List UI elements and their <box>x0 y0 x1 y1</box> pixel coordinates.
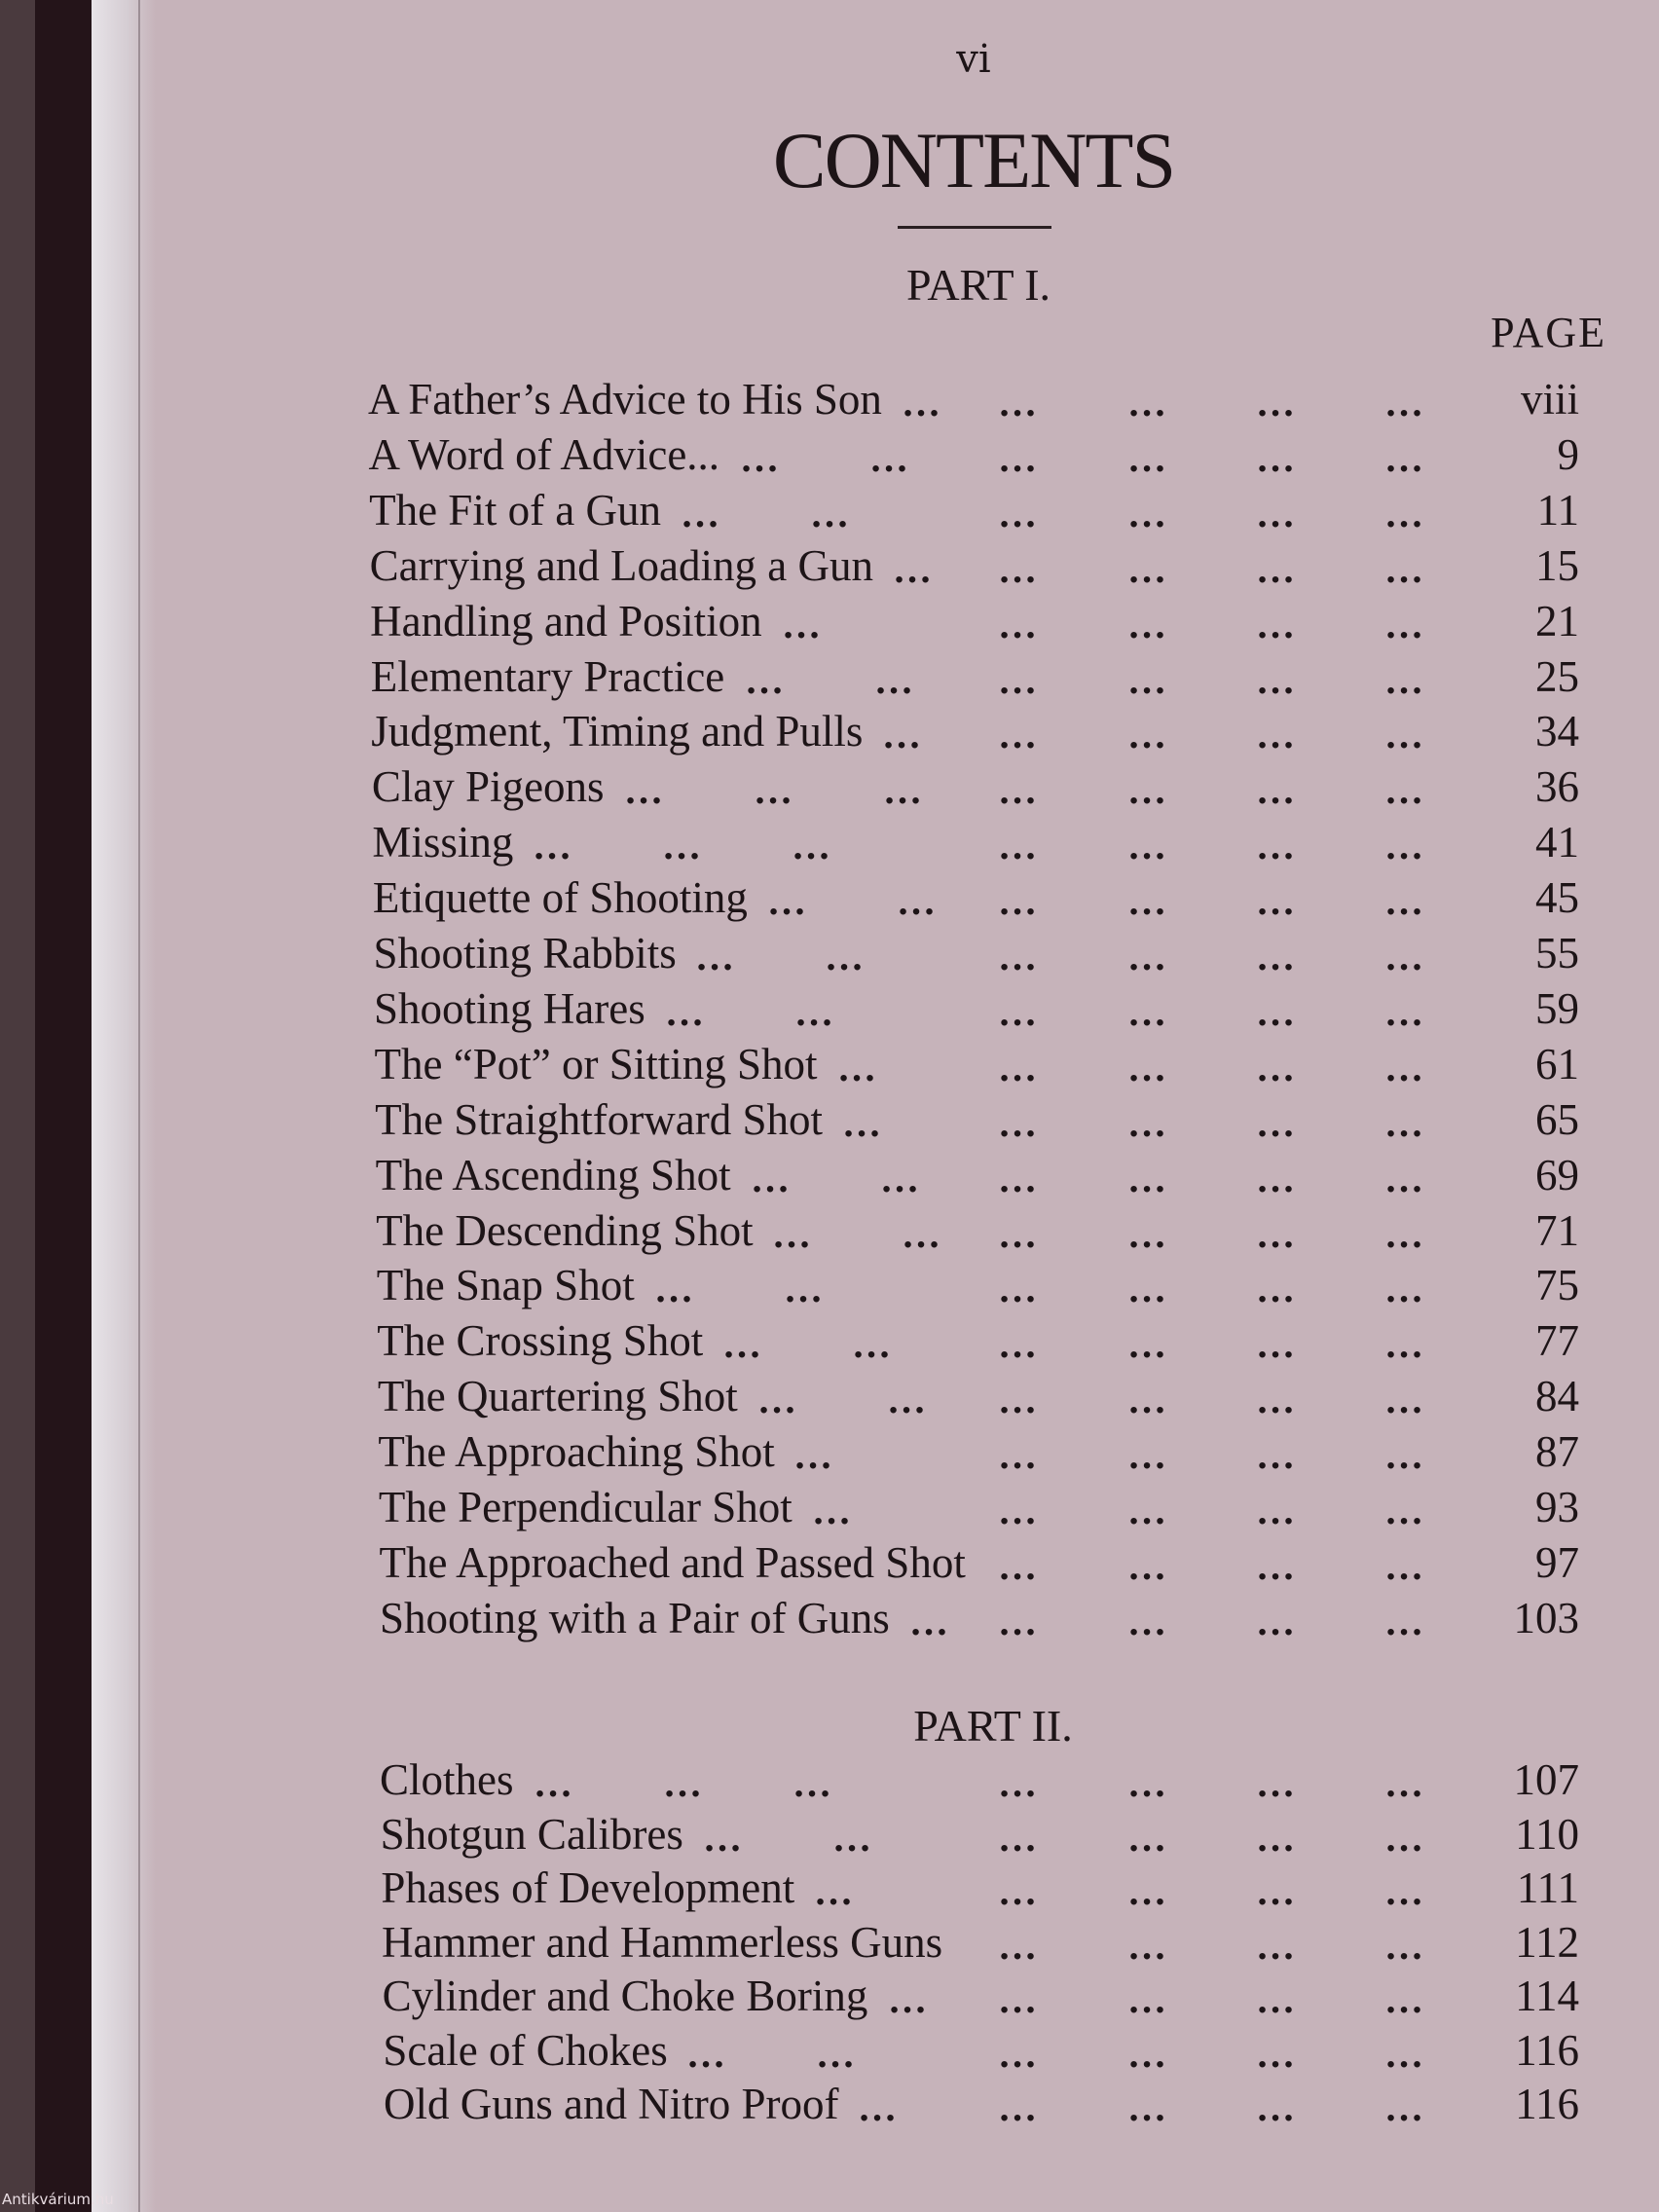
toc-entry <box>0 1862 1659 1917</box>
leader-dots: … <box>1256 1761 1297 1805</box>
leader-dots: … <box>1384 1977 1425 2021</box>
toc-entry <box>0 1537 1659 1592</box>
leader-dots: … <box>1127 713 1168 757</box>
leader-dots: … <box>703 1815 744 1860</box>
leader-dots: … <box>767 879 808 924</box>
leader-dots: … <box>754 768 794 813</box>
toc-entry-page: 61 <box>1535 1039 1579 1088</box>
watermark: Antikvárium.hu <box>2 2191 114 2208</box>
toc-entry-title: The Fit of a Gun <box>369 485 662 535</box>
toc-entry-title: Cylinder and Choke Boring <box>382 1972 868 2020</box>
leader-dots: … <box>772 1211 813 1256</box>
leader-dots: … <box>998 602 1039 646</box>
leader-dots: … <box>1256 768 1297 813</box>
toc-entry-page: 77 <box>1535 1316 1579 1366</box>
leader-dots: … <box>1256 935 1297 978</box>
leader-dots: … <box>1256 989 1297 1034</box>
toc-entry-page: 55 <box>1535 929 1579 977</box>
leader-dots: … <box>998 1322 1039 1367</box>
leader-dots: … <box>998 1599 1039 1643</box>
leader-dots: … <box>1384 1815 1425 1860</box>
toc-entry-title: The Ascending Shot <box>375 1150 731 1199</box>
leader-dots: … <box>1256 1267 1297 1311</box>
leader-dots: … <box>1127 1761 1168 1805</box>
leader-dots: … <box>624 768 665 813</box>
leader-dots: … <box>1127 491 1168 535</box>
leader-dots: … <box>998 1378 1039 1422</box>
toc-entry <box>0 485 1659 539</box>
leader-dots: … <box>794 989 835 1034</box>
toc-entry <box>0 928 1659 982</box>
toc-entry-page: 116 <box>1515 2080 1579 2128</box>
leader-dots: … <box>1127 435 1168 480</box>
leader-dots: … <box>695 935 736 978</box>
toc-entry-page: 103 <box>1513 1593 1579 1642</box>
toc-entry <box>0 817 1659 871</box>
toc-entry <box>0 983 1659 1038</box>
leader-dots: … <box>1384 657 1425 702</box>
leader-dots: … <box>837 1045 878 1089</box>
leader-dots: … <box>998 879 1039 924</box>
toc-entry <box>0 761 1659 816</box>
leader-dots: … <box>1384 1543 1425 1588</box>
toc-entry <box>0 1426 1659 1481</box>
leader-dots: … <box>998 1433 1039 1478</box>
toc-entry-page: 84 <box>1535 1372 1579 1421</box>
leader-dots: … <box>1384 2031 1425 2076</box>
toc-entry-page: 11 <box>1536 485 1579 535</box>
toc-entry-title: Hammer and Hammerless Guns <box>382 1917 943 1967</box>
leader-dots: … <box>722 1322 763 1367</box>
leader-dots: … <box>998 1869 1039 1913</box>
toc-entry-page: viii <box>1520 375 1579 424</box>
leader-dots: … <box>888 1977 929 2021</box>
leader-dots: … <box>814 1869 855 1913</box>
leader-dots: … <box>1127 1923 1168 1968</box>
toc-entry-title: Shooting Rabbits <box>373 929 677 977</box>
toc-entry-title: The Perpendicular Shot <box>378 1483 793 1531</box>
leader-dots: … <box>1256 1433 1297 1478</box>
leader-dots: … <box>1127 824 1168 868</box>
leader-dots: … <box>1127 1977 1168 2021</box>
leader-dots: … <box>998 546 1039 591</box>
leader-dots: … <box>792 824 832 868</box>
leader-dots: … <box>1256 546 1297 591</box>
toc-entry-page: 34 <box>1535 707 1579 756</box>
leader-dots: … <box>1384 1599 1425 1643</box>
part-one-heading: PART I. <box>905 260 1051 310</box>
leader-dots: … <box>654 1267 695 1311</box>
toc-entry-page: 112 <box>1515 1917 1579 1967</box>
leader-dots: … <box>1127 1869 1168 1913</box>
toc-entry <box>0 1205 1659 1260</box>
leader-dots: … <box>757 1378 798 1422</box>
toc-entry-page: 69 <box>1535 1150 1579 1199</box>
leader-dots: … <box>1127 1322 1168 1367</box>
leader-dots: … <box>1256 824 1297 868</box>
leader-dots: … <box>1384 1489 1425 1532</box>
toc-entry-title: The Descending Shot <box>376 1205 754 1255</box>
toc-entry <box>0 1039 1659 1093</box>
toc-entry <box>0 1917 1659 1972</box>
leader-dots: … <box>1384 1156 1425 1200</box>
leader-dots: … <box>1256 1211 1297 1256</box>
leader-dots: … <box>1384 491 1425 535</box>
toc-entry-title: Scale of Chokes <box>383 2025 668 2075</box>
toc-entry-page: 75 <box>1535 1261 1579 1310</box>
toc-entry-page: 87 <box>1535 1427 1579 1477</box>
toc-entry-page: 111 <box>1516 1863 1579 1912</box>
toc-entry <box>0 2079 1659 2133</box>
leader-dots: … <box>686 2031 727 2076</box>
toc-entry <box>0 1150 1659 1204</box>
leader-dots: … <box>1256 1977 1297 2021</box>
leader-dots: … <box>874 657 915 702</box>
page-title: CONTENTS <box>772 116 1175 204</box>
leader-dots: … <box>662 824 703 868</box>
leader-dots: … <box>1127 935 1168 978</box>
toc-entry-title: Judgment, Timing and Pulls <box>371 707 864 756</box>
leader-dots: … <box>1127 879 1168 924</box>
toc-entry-page: 36 <box>1535 762 1579 812</box>
toc-entry-title: A Father’s Advice to His Son <box>368 375 882 424</box>
leader-dots: … <box>998 1045 1039 1089</box>
toc-entry-title: The Approached and Passed Shot <box>379 1537 966 1587</box>
toc-entry-title: Clothes <box>380 1755 514 1804</box>
leader-dots: … <box>793 1433 834 1478</box>
toc-entry-title: The Quartering Shot <box>377 1372 738 1421</box>
leader-dots: … <box>1384 1378 1425 1422</box>
toc-entry <box>0 1260 1659 1314</box>
toc-entry-title: Handling and Position <box>370 596 762 645</box>
leader-dots: … <box>1127 1100 1168 1145</box>
toc-entry-title: Elementary Practice <box>370 651 725 701</box>
leader-dots: … <box>1384 989 1425 1034</box>
leader-dots: … <box>909 1599 950 1643</box>
leader-dots: … <box>1384 1267 1425 1311</box>
leader-dots: … <box>793 1761 833 1805</box>
toc-entry-title: Phases of Development <box>381 1863 795 1912</box>
toc-entry-page: 116 <box>1515 2025 1579 2075</box>
leader-dots: … <box>832 1815 873 1860</box>
leader-dots: … <box>902 381 942 424</box>
leader-dots: … <box>1384 1433 1425 1478</box>
leader-dots: … <box>1384 1211 1425 1256</box>
leader-dots: … <box>1384 1100 1425 1145</box>
leader-dots: … <box>852 1322 893 1367</box>
leader-dots: … <box>1256 381 1297 424</box>
leader-dots: … <box>825 935 866 978</box>
leader-dots: … <box>1256 435 1297 480</box>
leader-dots: … <box>998 1100 1039 1145</box>
toc-entry <box>0 1482 1659 1536</box>
leader-dots: … <box>1384 546 1425 591</box>
leader-dots: … <box>1127 546 1168 591</box>
toc-entry-title: Shooting Hares <box>374 983 645 1033</box>
leader-dots: … <box>784 1267 825 1311</box>
leader-dots: … <box>1127 989 1168 1034</box>
toc-entry-title: Old Guns and Nitro Proof <box>384 2080 839 2128</box>
toc-entry <box>0 429 1659 484</box>
leader-dots: … <box>998 824 1039 868</box>
toc-entry-page: 9 <box>1557 429 1579 479</box>
leader-dots: … <box>1256 1815 1297 1860</box>
leader-dots: … <box>1256 2031 1297 2076</box>
toc-entry <box>0 1593 1659 1647</box>
leader-dots: … <box>998 2085 1039 2129</box>
leader-dots: … <box>751 1156 792 1200</box>
leader-dots: … <box>880 1156 921 1200</box>
toc-entry-page: 71 <box>1535 1205 1579 1255</box>
leader-dots: … <box>998 435 1039 480</box>
toc-entry-page: 15 <box>1535 540 1579 590</box>
toc-entry <box>0 1809 1659 1863</box>
toc-entry <box>0 1315 1659 1370</box>
leader-dots: … <box>1256 1923 1297 1968</box>
toc-entry <box>0 872 1659 927</box>
leader-dots: … <box>1256 1100 1297 1145</box>
page-column-heading: PAGE <box>1491 309 1606 356</box>
page-number: vi <box>956 37 991 82</box>
leader-dots: … <box>998 1977 1039 2021</box>
leader-dots: … <box>1384 935 1425 978</box>
leader-dots: … <box>1127 657 1168 702</box>
leader-dots: … <box>1127 1156 1168 1200</box>
leader-dots: … <box>1127 1599 1168 1643</box>
toc-entry-page: 25 <box>1535 651 1579 701</box>
leader-dots: … <box>1384 1869 1425 1913</box>
toc-entry <box>0 1094 1659 1149</box>
leader-dots: … <box>1256 1543 1297 1588</box>
toc-entry <box>0 540 1659 595</box>
leader-dots: … <box>998 1267 1039 1311</box>
leader-dots: … <box>998 1211 1039 1256</box>
leader-dots: … <box>1384 1923 1425 1968</box>
leader-dots: … <box>812 1489 853 1532</box>
leader-dots: … <box>1256 491 1297 535</box>
leader-dots: … <box>998 381 1039 424</box>
toc-entry-title: The Crossing Shot <box>377 1316 704 1366</box>
leader-dots: … <box>1384 1045 1425 1089</box>
toc-entry-page: 107 <box>1513 1755 1579 1804</box>
toc-entry-title: The Straightforward Shot <box>375 1094 823 1144</box>
leader-dots: … <box>1384 879 1425 924</box>
leader-dots: … <box>1384 602 1425 646</box>
leader-dots: … <box>858 2085 899 2129</box>
leader-dots: … <box>1384 2085 1425 2129</box>
leader-dots: … <box>842 1100 883 1145</box>
toc-entry-title: The “Pot” or Sitting Shot <box>374 1039 818 1088</box>
leader-dots: … <box>1127 1267 1168 1311</box>
toc-entry-title: Etiquette of Shooting <box>372 873 748 923</box>
leader-dots: … <box>1127 2031 1168 2076</box>
leader-dots: … <box>1256 1322 1297 1367</box>
toc-entry-title: A Word of Advice... <box>368 429 720 479</box>
leader-dots: … <box>998 1489 1039 1532</box>
leader-dots: … <box>1256 1378 1297 1422</box>
toc-entry-page: 97 <box>1535 1537 1579 1587</box>
leader-dots: … <box>1127 1489 1168 1532</box>
leader-dots: … <box>816 2031 857 2076</box>
leader-dots: … <box>902 1211 942 1256</box>
toc-entry <box>0 1371 1659 1425</box>
toc-entry-page: 65 <box>1535 1094 1579 1144</box>
part-two-heading: PART II. <box>913 1701 1073 1751</box>
toc-entry-page: 93 <box>1535 1483 1579 1531</box>
leader-dots: … <box>998 1815 1039 1860</box>
leader-dots: … <box>1127 1543 1168 1588</box>
toc-entry <box>0 596 1659 650</box>
toc-entry-page: 41 <box>1535 818 1579 867</box>
leader-dots: … <box>998 1543 1039 1588</box>
leader-dots: … <box>1127 1045 1168 1089</box>
leader-dots: … <box>1256 657 1297 702</box>
leader-dots: … <box>998 1923 1039 1968</box>
leader-dots: … <box>998 989 1039 1034</box>
leader-dots: … <box>893 546 934 591</box>
toc-entry-page: 45 <box>1535 873 1579 923</box>
toc-entry-page: 59 <box>1535 983 1579 1033</box>
leader-dots: … <box>897 879 938 924</box>
leader-dots: … <box>810 491 851 535</box>
leader-dots: … <box>1256 602 1297 646</box>
leader-dots: … <box>1127 2085 1168 2129</box>
leader-dots: … <box>998 1156 1039 1200</box>
leader-dots: … <box>882 713 923 757</box>
leader-dots: … <box>998 713 1039 757</box>
leader-dots: … <box>1127 1433 1168 1478</box>
leader-dots: … <box>998 935 1039 978</box>
toc-entry <box>0 374 1659 428</box>
toc-entry-title: Shooting with a Pair of Guns <box>380 1593 890 1642</box>
leader-dots: … <box>1127 1815 1168 1860</box>
toc-entry-page: 21 <box>1535 596 1579 645</box>
leader-dots: … <box>883 768 924 813</box>
leader-dots: … <box>887 1378 928 1422</box>
leader-dots: … <box>1256 1869 1297 1913</box>
leader-dots: … <box>1127 1378 1168 1422</box>
leader-dots: … <box>1384 1761 1425 1805</box>
leader-dots: … <box>998 1761 1039 1805</box>
toc-entry <box>0 1971 1659 2025</box>
toc-entry-title: The Snap Shot <box>376 1261 635 1310</box>
leader-dots: … <box>533 824 573 868</box>
toc-entry-title: Missing <box>372 818 514 867</box>
toc-entry-page: 110 <box>1515 1809 1579 1859</box>
leader-dots: … <box>1256 1156 1297 1200</box>
toc-entry-page: 114 <box>1515 1972 1579 2020</box>
toc-entry-title: Carrying and Loading a Gun <box>369 540 873 590</box>
toc-entry-title: Clay Pigeons <box>371 762 605 812</box>
leader-dots: … <box>998 768 1039 813</box>
leader-dots: … <box>1384 768 1425 813</box>
leader-dots: … <box>1127 768 1168 813</box>
leader-dots: … <box>998 657 1039 702</box>
leader-dots: … <box>998 491 1039 535</box>
leader-dots: … <box>1384 1322 1425 1367</box>
leader-dots: … <box>1127 602 1168 646</box>
leader-dots: … <box>1384 381 1425 424</box>
leader-dots: … <box>681 491 721 535</box>
leader-dots: … <box>1384 713 1425 757</box>
leader-dots: … <box>998 2031 1039 2076</box>
leader-dots: … <box>1127 1211 1168 1256</box>
leader-dots: … <box>1256 1489 1297 1532</box>
leader-dots: … <box>740 435 781 480</box>
toc-entry <box>0 706 1659 760</box>
leader-dots: … <box>1384 824 1425 868</box>
leader-dots: … <box>869 435 910 480</box>
leader-dots: … <box>1384 435 1425 480</box>
toc-entry <box>0 651 1659 706</box>
toc-entry <box>0 1754 1659 1809</box>
leader-dots: … <box>1256 1599 1297 1643</box>
leader-dots: … <box>782 602 823 646</box>
leader-dots: … <box>1256 879 1297 924</box>
leader-dots: … <box>745 657 786 702</box>
leader-dots: … <box>663 1761 704 1805</box>
toc-entry <box>0 2025 1659 2080</box>
toc-entry-title: Shotgun Calibres <box>380 1809 683 1859</box>
title-rule <box>898 226 1051 229</box>
leader-dots: … <box>534 1761 574 1805</box>
leader-dots: … <box>665 989 706 1034</box>
leader-dots: … <box>1256 713 1297 757</box>
leader-dots: … <box>1256 2085 1297 2129</box>
toc-entry-title: The Approaching Shot <box>378 1427 775 1477</box>
leader-dots: … <box>1127 381 1168 424</box>
leader-dots: … <box>1256 1045 1297 1089</box>
